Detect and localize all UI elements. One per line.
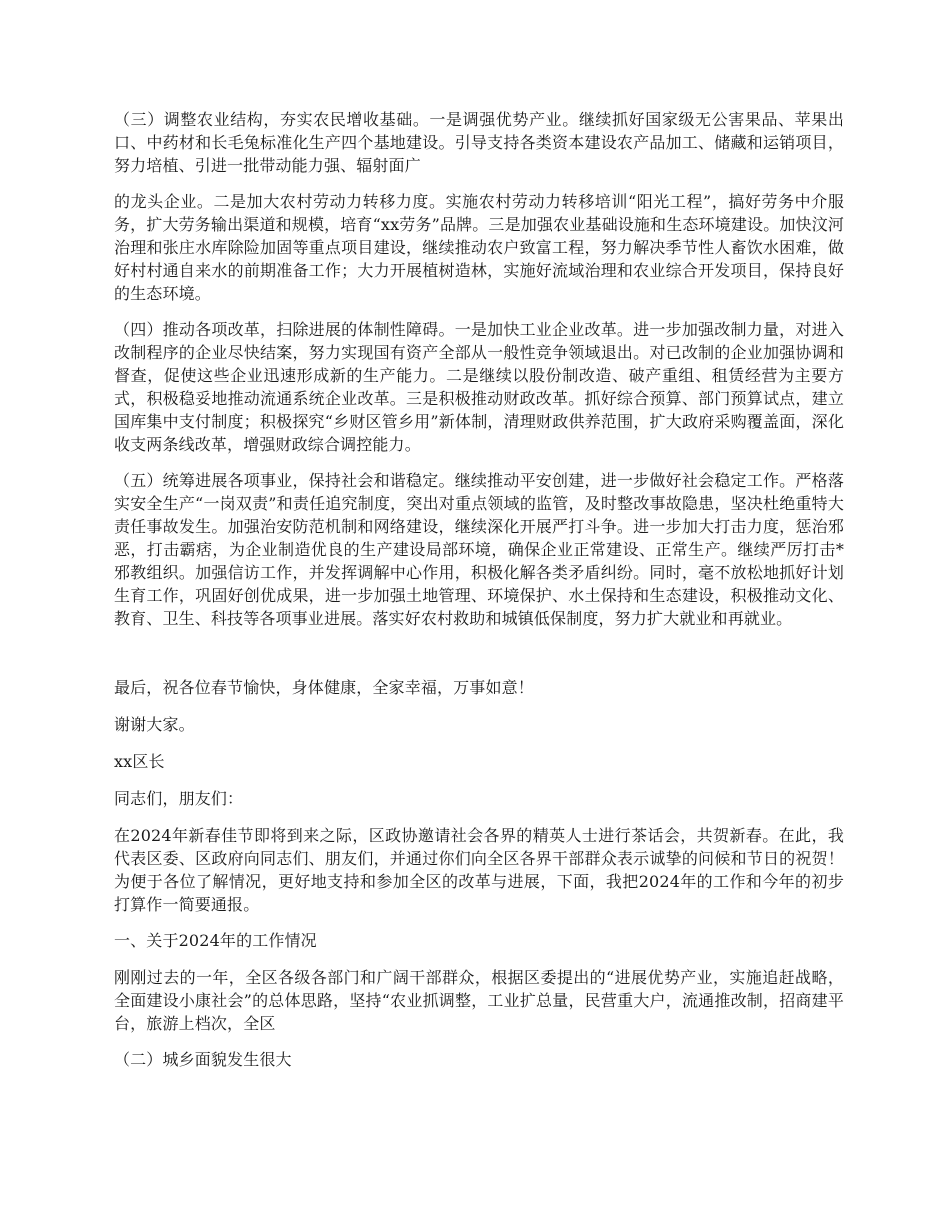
paragraph-leading-enterprises: 的龙头企业。二是加大农村劳动力转移力度。实施农村劳动力转移培训“阳光工程”，搞好劳务中介服务，扩大劳务输出渠道和规模，培育“xx劳务”品牌。三是加强农业基础设施和生态环境建设。加快汶河治理和张庄水库除险加固等重点项目建设，继续推动农户致富工程，努力解决季节性人畜饮水困难，做好村村通自来水的前期准备工作；大力开展植树造林，实施好流域治理和农业综合开发项目，保持良好的生态环境。 bbox=[114, 192, 844, 303]
closing-wishes: 最后，祝各位春节愉快，身体健康，全家幸福，万事如意！ bbox=[114, 678, 534, 697]
paragraph-social-stability: （五）统筹进展各项事业，保持社会和谐稳定。继续推动平安创建，进一步做好社会稳定工作。严格落实安全生产“一岗双责”和责任追究制度，突出对重点领域的监管，及时整改事故隐患，坚决杜绝重特大责任事故发生。加强治安防范机制和网络建设，继续深化开展严打斗争。进一步加大打击力度，惩治邪恶，打击霸痞，为企业制造优良的生产建设局部环境，确保企业正常建设、正常生产。继续严厉打击*邪教组织。加强信访工作，并发挥调解中心作用，积极化解各类矛盾纠纷。同时，毫不放松地抓好计划生育工作，巩固好创优成果，进一步加强土地管理、环境保护、水土保持和生态建设，积极推动文化、教育、卫生、科技等各项事业进展。落实好农村救助和城镇低保制度，努力扩大就业和再就业。 bbox=[114, 471, 844, 628]
subheading-urban-rural: （二）城乡面貌发生很大 bbox=[114, 1050, 292, 1069]
salutation: 同志们，朋友们： bbox=[114, 789, 244, 808]
document-page bbox=[114, 108, 844, 1085]
paragraph-new-year-greeting: 在2024年新春佳节即将到来之际，区政协邀请社会各界的精英人士进行茶话会，共贺新春。在此，我代表区委、区政府向同志们、朋友们，并通过你们向全区各界干部群众表示诚挚的问候和节日的祝贺！为便于各位了解情况，更好地支持和参加全区的改革与进展，下面，我把2024年的工作和今年的初步打算作一简要通报。 bbox=[114, 826, 844, 914]
section-heading-work-review: 一、关于2024年的工作情况 bbox=[114, 931, 317, 950]
paragraph-agriculture-structure: （三）调整农业结构，夯实农民增收基础。一是调强优势产业。继续抓好国家级无公害果品、苹果出口、中药材和长毛兔标准化生产四个基地建设。引导支持各类资本建设农产品加工、储藏和运销项目，努力培植、引进一批带动能力强、辐射面广 bbox=[114, 110, 844, 175]
section-spacer bbox=[114, 643, 844, 676]
closing-thanks: 谢谢大家。 bbox=[114, 715, 195, 734]
speaker-title: xx区长 bbox=[114, 752, 165, 771]
paragraph-past-year: 刚刚过去的一年，全区各级各部门和广阔干部群众，根据区委提出的“进展优势产业，实施追赶战略，全面建设小康社会”的总体思路，坚持“农业抓调整，工业扩总量，民营重大户，流通推改制，招商建平台，旅游上档次，全区 bbox=[114, 968, 844, 1033]
paragraph-reform: （四）推动各项改革，扫除进展的体制性障碍。一是加快工业企业改革。进一步加强改制力量，对进入改制程序的企业尽快结案，努力实现国有资产全部从一般性竞争领域退出。对已改制的企业加强协调和督查，促使这些企业迅速形成新的生产能力。二是继续以股份制改造、破产重组、租赁经营为主要方式，积极稳妥地推动流通系统企业改革。三是积极推动财政改革。抓好综合预算、部门预算试点，建立国库集中支付制度；积极探究“乡财区管乡用”新体制，清理财政供养范围，扩大政府采购覆盖面，深化收支两条线改革，增强财政综合调控能力。 bbox=[114, 320, 844, 454]
